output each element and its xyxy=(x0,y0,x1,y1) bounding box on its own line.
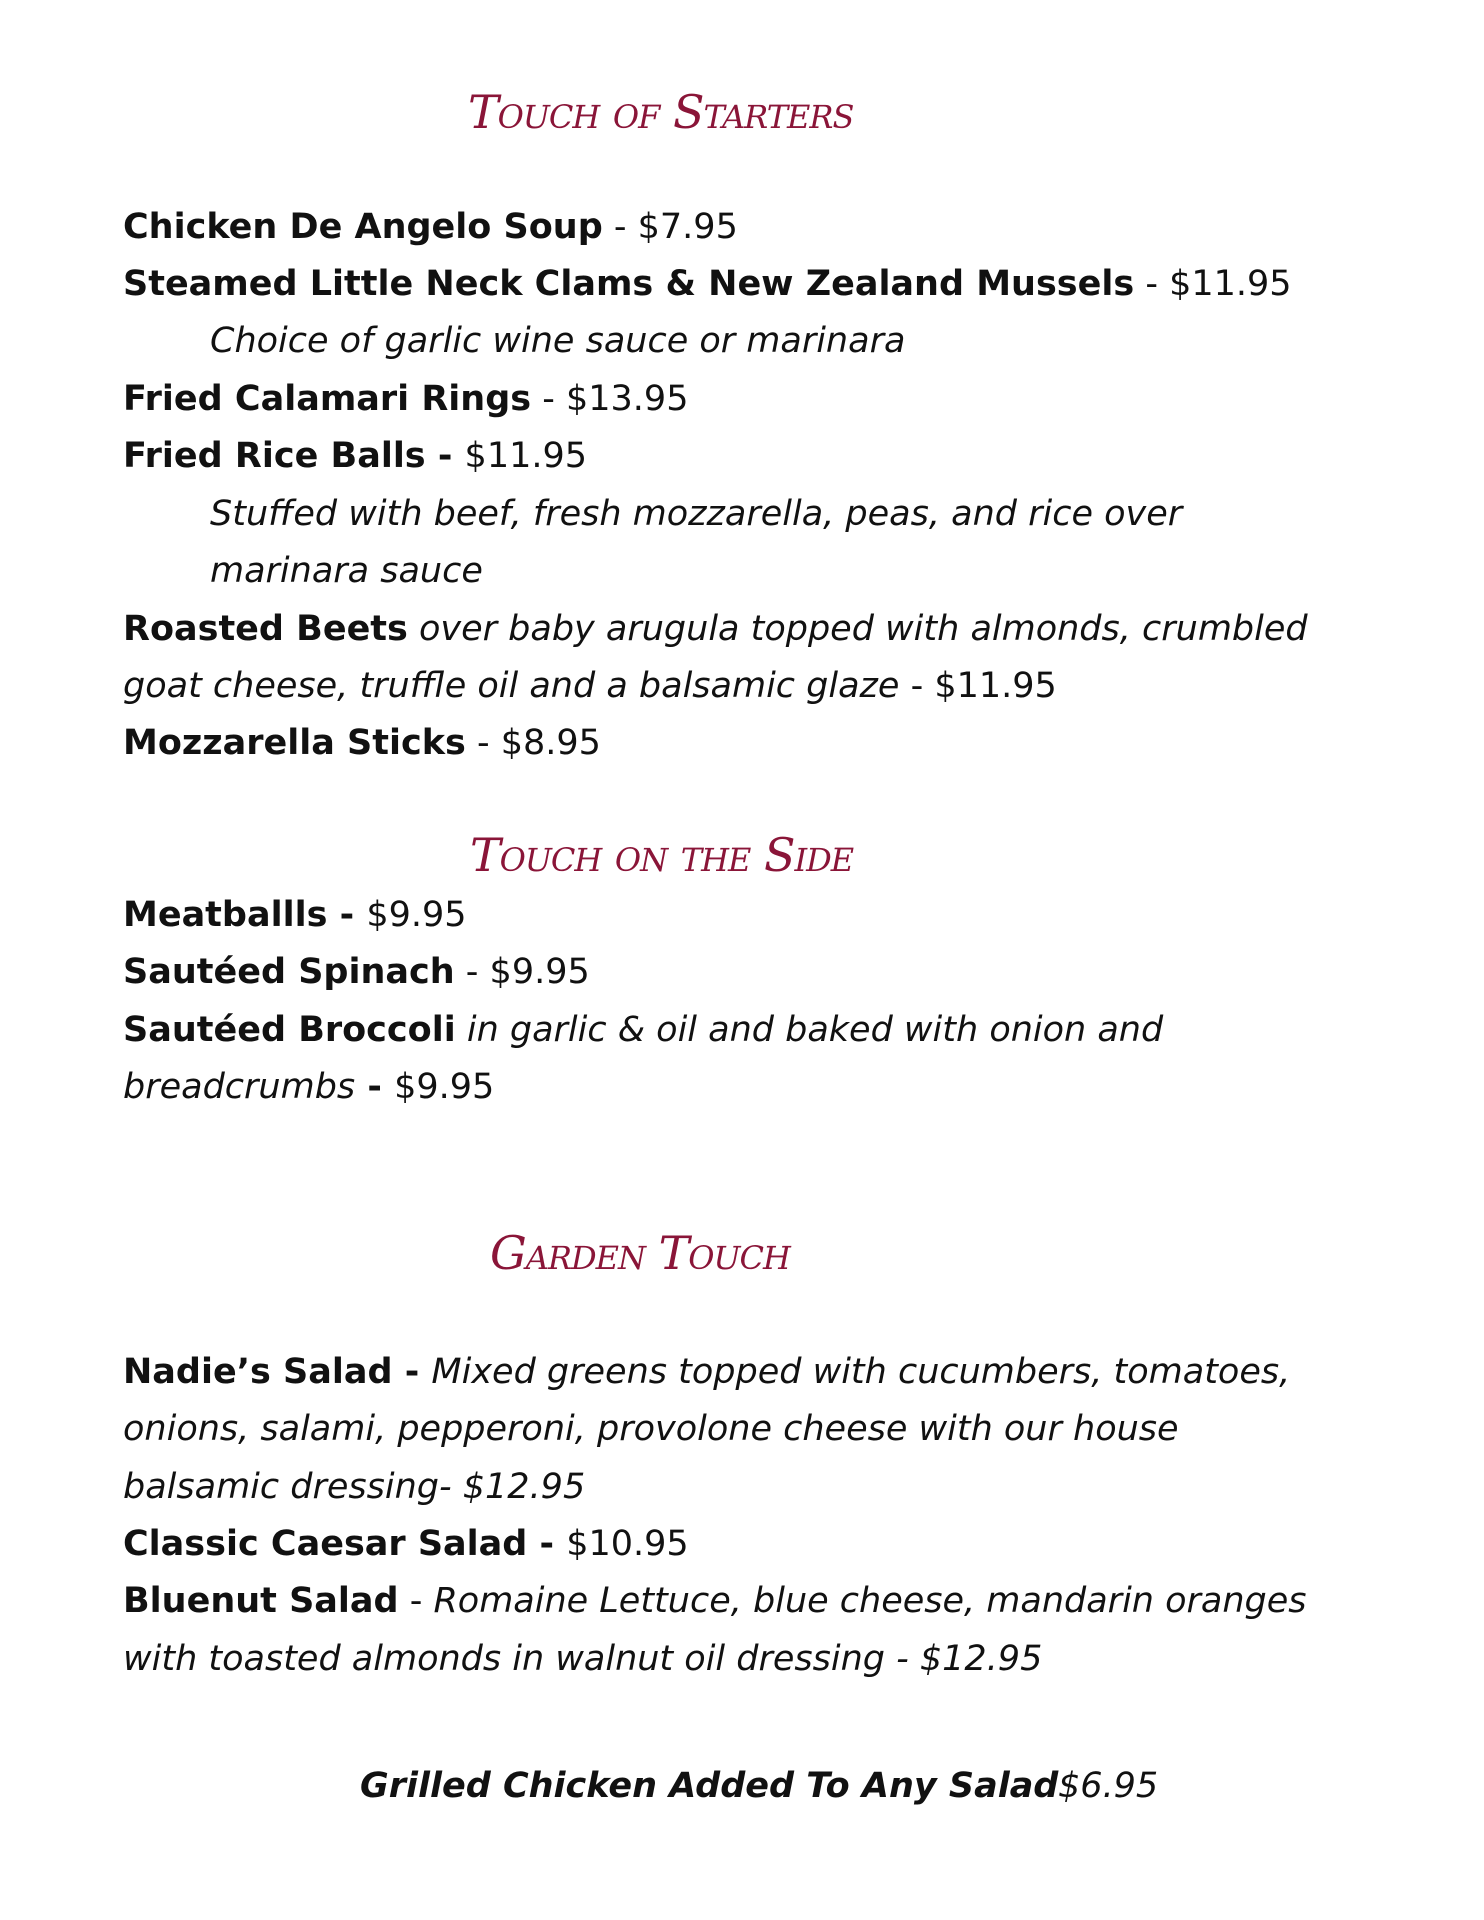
section-title-side: Touch on the Side xyxy=(470,828,854,882)
item-description: goat cheese, truffle oil and a balsamic glaze xyxy=(123,666,900,706)
menu-item xyxy=(123,895,467,935)
item-description: in garlic & oil and baked with onion and xyxy=(455,1010,1164,1050)
item-description: balsamic dressing- $12.95 xyxy=(123,1467,586,1507)
section-title-garden: Garden Touch xyxy=(490,1226,790,1280)
item-description: Mixed greens topped with cucumbers, tomatoes, xyxy=(431,1352,1291,1392)
menu-item xyxy=(123,1352,1290,1392)
add-on-label: Grilled Chicken Added To Any Salad xyxy=(360,1766,1059,1806)
item-name: Classic Caesar Salad - xyxy=(123,1524,567,1564)
item-price: $9.95 xyxy=(489,952,590,992)
menu-item xyxy=(123,1010,1163,1050)
item-name: Fried Calamari Rings xyxy=(123,379,532,419)
menu-item xyxy=(123,609,1308,649)
menu-item-continuation xyxy=(123,1467,585,1507)
item-separator: - xyxy=(899,666,935,706)
item-note xyxy=(210,494,1182,534)
item-separator: - xyxy=(465,723,501,763)
item-description: with toasted almonds in walnut oil dressing - $12.95 xyxy=(123,1639,1043,1679)
item-name: Nadie’s Salad - xyxy=(123,1352,432,1392)
item-description: over baby arugula topped with almonds, crumbled xyxy=(407,609,1308,649)
item-name: Sautéed Spinach xyxy=(123,952,455,992)
item-name: Roasted Beets xyxy=(123,609,408,649)
item-name: Fried Rice Balls - xyxy=(123,436,465,476)
item-note-text: Choice of garlic wine sauce or marinara xyxy=(210,321,906,361)
item-note-text: Stuffed with beef, fresh mozzarella, peas, and rice over xyxy=(210,494,1183,534)
menu-item xyxy=(123,379,688,419)
add-on-price: $6.95 xyxy=(1058,1766,1159,1806)
item-price: $10.95 xyxy=(566,1524,689,1564)
menu-item-continuation xyxy=(123,1067,494,1107)
item-separator: - xyxy=(1134,264,1170,304)
item-price: $13.95 xyxy=(566,379,689,419)
menu-item xyxy=(123,207,738,247)
item-name: Chicken De Angelo Soup xyxy=(123,207,603,247)
menu-item-continuation xyxy=(123,1639,1042,1679)
item-price: $11.95 xyxy=(1169,264,1292,304)
item-separator: - xyxy=(454,952,490,992)
item-separator: - xyxy=(602,207,638,247)
menu-item xyxy=(123,952,590,992)
menu-item-continuation xyxy=(123,1409,1179,1449)
item-price: $9.95 xyxy=(366,895,467,935)
item-description: Romaine Lettuce, blue cheese, mandarin oranges xyxy=(433,1581,1307,1621)
menu-item xyxy=(123,1581,1307,1621)
item-name: Steamed Little Neck Clams & New Zealand Mussels xyxy=(123,264,1135,304)
item-separator: - xyxy=(531,379,566,419)
item-name: Sautéed Broccoli xyxy=(123,1010,456,1050)
menu-item xyxy=(123,264,1292,304)
item-price: $11.95 xyxy=(464,436,588,476)
item-description: onions, salami, pepperoni, provolone cheese with our house xyxy=(123,1409,1179,1449)
item-name: Bluenut Salad xyxy=(123,1581,399,1621)
menu-item xyxy=(123,723,601,763)
section-title-starters: Touch of Starters xyxy=(468,85,854,139)
item-note-text: marinara sauce xyxy=(210,551,483,591)
item-note xyxy=(210,551,483,591)
item-separator: - xyxy=(398,1581,434,1621)
item-price: $7.95 xyxy=(637,207,738,247)
item-price: $8.95 xyxy=(500,723,601,763)
item-note xyxy=(210,321,905,361)
menu-item-continuation xyxy=(123,666,1057,706)
menu-item xyxy=(123,436,587,476)
item-name: Mozzarella Sticks xyxy=(123,723,466,763)
item-price: $9.95 xyxy=(394,1067,495,1107)
menu-item xyxy=(123,1524,689,1564)
item-price: $11.95 xyxy=(934,666,1057,706)
item-separator: - xyxy=(355,1067,395,1107)
item-description: breadcrumbs xyxy=(123,1067,356,1107)
item-name: Meatballls - xyxy=(123,895,367,935)
